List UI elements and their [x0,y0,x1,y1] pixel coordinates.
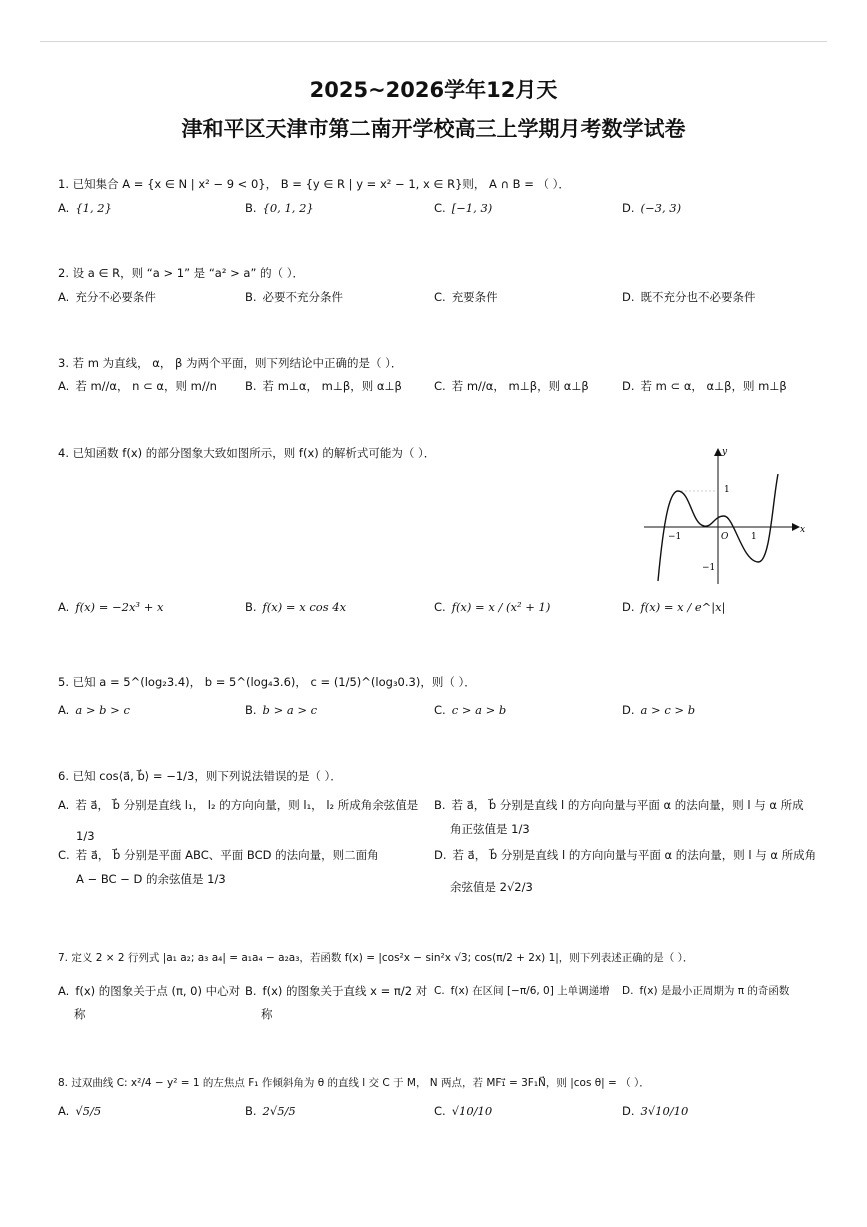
question-6-option-c-cont: A − BC − D 的余弦值是 1/3 [76,872,226,886]
question-6-option-b[interactable]: B. 若 a⃗， b⃗ 分别是直线 l 的方向向量与平面 α 的法向量，则 l 与 α 所成 [434,798,804,812]
question-6-option-d[interactable]: D. 若 a⃗， b⃗ 分别是直线 l 的方向向量与平面 α 的法向量，则 l 与 α 所成角 [434,848,817,862]
question-6-option-d-cont: 余弦值是 2√2/3 [450,880,533,894]
question-7-stem: 7. 定义 2 × 2 行列式 |a₁ a₂; a₃ a₄| = a₁a₄ − a₂a₃，若函数 f(x) = |cos²x − sin²x √3; cos(π/2 + 2x) 1|，则下列表述正确的是（ ）． [58,952,694,964]
question-1-option-b[interactable]: B. {0, 1, 2} [245,201,314,215]
question-6-option-b-cont: 角正弦值是 1/3 [450,822,530,836]
question-4-option-a[interactable]: A. f(x) = −2x³ + x [58,600,164,614]
question-4-option-d[interactable]: D. f(x) = x / e^|x| [622,600,726,614]
function-graph [640,446,810,586]
question-7-option-b-cont: 称 [261,1007,273,1021]
question-4-stem: 4. 已知函数 f(x) 的部分图象大致如图所示，则 f(x) 的解析式可能为（ ）． [58,446,436,460]
question-7-option-a[interactable]: A. f(x) 的图象关于点 (π, 0) 中心对 [58,984,241,998]
question-5-option-b[interactable]: B. b > a > c [245,703,318,717]
question-2-option-a[interactable]: A. 充分不必要条件 [58,290,156,304]
question-7-option-c[interactable]: C. f(x) 在区间 [−π/6, 0] 上单调递增 [434,985,610,997]
y-axis-label: y [722,447,728,457]
question-3-option-a[interactable]: A. 若 m//α， n ⊂ α，则 m//n [58,379,217,393]
question-6-option-c[interactable]: C. 若 a⃗， b⃗ 分别是平面 ABC、平面 BCD 的法向量，则二面角 [58,848,379,862]
question-1-stem: 1. 已知集合 A = {x ∈ N | x² − 9 < 0}， B = {y ∈ R | y = x² − 1, x ∈ R}则， A ∩ B = （ ）． [58,177,570,191]
question-2-option-b[interactable]: B. 必要不充分条件 [245,290,344,304]
tick-y-neg-1: −1 [702,563,716,573]
question-6-option-a[interactable]: A. 若 a⃗， b⃗ 分别是直线 l₁， l₂ 的方向向量，则 l₁， l₂ 所成角余弦值是 [58,798,419,812]
question-2-option-d[interactable]: D. 既不充分也不必要条件 [622,290,756,304]
tick-y-pos-1: 1 [724,485,730,495]
question-7-option-a-cont: 称 [74,1007,86,1021]
tick-x-pos-1: 1 [751,532,757,542]
tick-x-neg-1: −1 [668,532,682,542]
question-3-option-d[interactable]: D. 若 m ⊂ α， α⊥β，则 m⊥β [622,379,787,393]
question-6-stem: 6. 已知 cos⟨a⃗, b⃗⟩ = −1/3，则下列说法错误的是（ ）． [58,769,342,783]
question-3-option-b[interactable]: B. 若 m⊥α， m⊥β，则 α⊥β [245,379,402,393]
question-5-stem: 5. 已知 a = 5^(log₂3.4)， b = 5^(log₄3.6)， c = (1/5)^(log₃0.3)，则（ ）． [58,675,476,689]
question-4-option-c[interactable]: C. f(x) = x / (x² + 1) [434,600,551,614]
question-7-option-b[interactable]: B. f(x) 的图象关于直线 x = π/2 对 [245,984,428,998]
question-5-option-a[interactable]: A. a > b > c [58,703,130,717]
question-4-option-b[interactable]: B. f(x) = x cos 4x [245,600,347,614]
question-8-option-b[interactable]: B. 2√5/5 [245,1104,296,1118]
question-1-option-d[interactable]: D. (−3, 3) [622,201,682,215]
question-1-option-c[interactable]: C. [−1, 3) [434,201,493,215]
question-6-option-a-cont: 1/3 [76,829,95,843]
question-7-option-d[interactable]: D. f(x) 是最小正周期为 π 的奇函数 [622,985,790,997]
question-8-option-a[interactable]: A. √5/5 [58,1104,102,1118]
question-1-option-a[interactable]: A. {1, 2} [58,201,112,215]
question-2-stem: 2. 设 a ∈ R，则 “a > 1” 是 “a² > a” 的（ ）． [58,266,304,280]
question-8-option-c[interactable]: C. √10/10 [434,1104,493,1118]
origin-label: O [721,532,729,542]
question-2-option-c[interactable]: C. 充要条件 [434,290,498,304]
top-divider [40,41,827,42]
x-axis-label: x [800,525,806,535]
question-5-option-d[interactable]: D. a > c > b [622,703,696,717]
exam-title-line-2: 津和平区天津市第二南开学校高三上学期月考数学试卷 [181,117,686,141]
question-3-option-c[interactable]: C. 若 m//α， m⊥β，则 α⊥β [434,379,589,393]
question-5-option-c[interactable]: C. c > a > b [434,703,507,717]
question-8-stem: 8. 过双曲线 C: x²/4 − y² = 1 的左焦点 F₁ 作倾斜角为 θ 的直线 l 交 C 于 M， N 两点，若 MF₁⃗ = 3F₁N⃗，则 |cos θ| = （ ）． [58,1077,650,1089]
question-3-stem: 3. 若 m 为直线， α， β 为两个平面，则下列结论中正确的是（ ）． [58,356,403,370]
question-8-option-d[interactable]: D. 3√10/10 [622,1104,689,1118]
exam-title-line-1: 2025~2026学年12月天 [309,78,558,102]
